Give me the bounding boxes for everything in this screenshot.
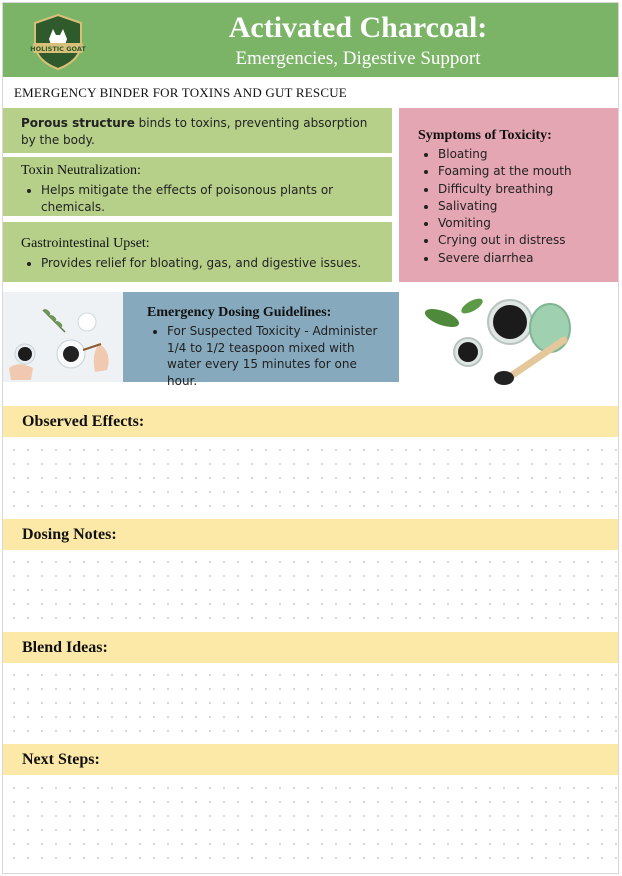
dosing-card <box>123 292 399 388</box>
symptom-item: • Bloating <box>438 146 604 163</box>
symptom-item: • Vomiting <box>438 215 604 232</box>
next-steps-header: Next Steps: <box>3 744 618 775</box>
svg-text:HOLISTIC GOAT: HOLISTIC GOAT <box>30 45 86 53</box>
gastro-bullet: • Provides relief for bloating, gas, and digestive issues. <box>41 255 378 272</box>
blend-ideas-area[interactable] <box>3 664 618 744</box>
dosing-notes-header: Dosing Notes: <box>3 519 618 550</box>
dosing-notes-area[interactable] <box>3 551 618 631</box>
holistic-goat-logo <box>29 13 87 71</box>
charcoal-jar-photo <box>412 290 582 394</box>
blend-ideas-header: Blend Ideas: <box>3 632 618 663</box>
gastro-heading: Gastrointestinal Upset: <box>21 236 150 251</box>
tagline: EMERGENCY BINDER FOR TOXINS AND GUT RESCUE <box>14 85 347 100</box>
intro-bold: Porous structure <box>21 116 135 130</box>
symptom-item: • Crying out in distress <box>438 232 604 249</box>
intro-text <box>21 115 378 149</box>
toxin-heading: Toxin Neutralization: <box>21 163 141 178</box>
symptom-item: • Foaming at the mouth <box>438 163 604 180</box>
dosing-bullet: • For Suspected Toxicity - Administer 1/4 to 1/2 teaspoon mixed with water every 15 minutes for one hour. <box>167 323 389 389</box>
symptom-item: • Difficulty breathing <box>438 181 604 198</box>
dosing-heading: Emergency Dosing Guidelines: <box>147 305 332 320</box>
observed-effects-header: Observed Effects: <box>3 406 618 437</box>
gastro-list <box>21 255 378 272</box>
dosing-list <box>147 323 389 389</box>
header-banner <box>3 3 618 77</box>
symptom-item: • Salivating <box>438 198 604 215</box>
symptoms-card <box>399 108 618 282</box>
observed-effects-notes-area[interactable] <box>3 439 618 519</box>
page-title: Activated Charcoal: <box>228 11 488 44</box>
gastro-card <box>3 222 392 282</box>
symptoms-heading: Symptoms of Toxicity: <box>418 128 552 143</box>
toxin-list <box>21 182 378 216</box>
intro-rest: binds to toxins, preventing absorption by the body. <box>21 116 368 147</box>
intro-card <box>3 108 392 153</box>
charcoal-mixing-photo <box>3 292 123 382</box>
toxin-card <box>3 157 392 216</box>
toxin-bullet: • Helps mitigate the effects of poisonous plants or chemicals. <box>41 182 378 216</box>
symptoms-list <box>418 146 604 267</box>
page-subtitle: Emergencies, Digestive Support <box>235 48 481 69</box>
symptom-item: • Severe diarrhea <box>438 250 604 267</box>
next-steps-area[interactable] <box>3 777 618 871</box>
